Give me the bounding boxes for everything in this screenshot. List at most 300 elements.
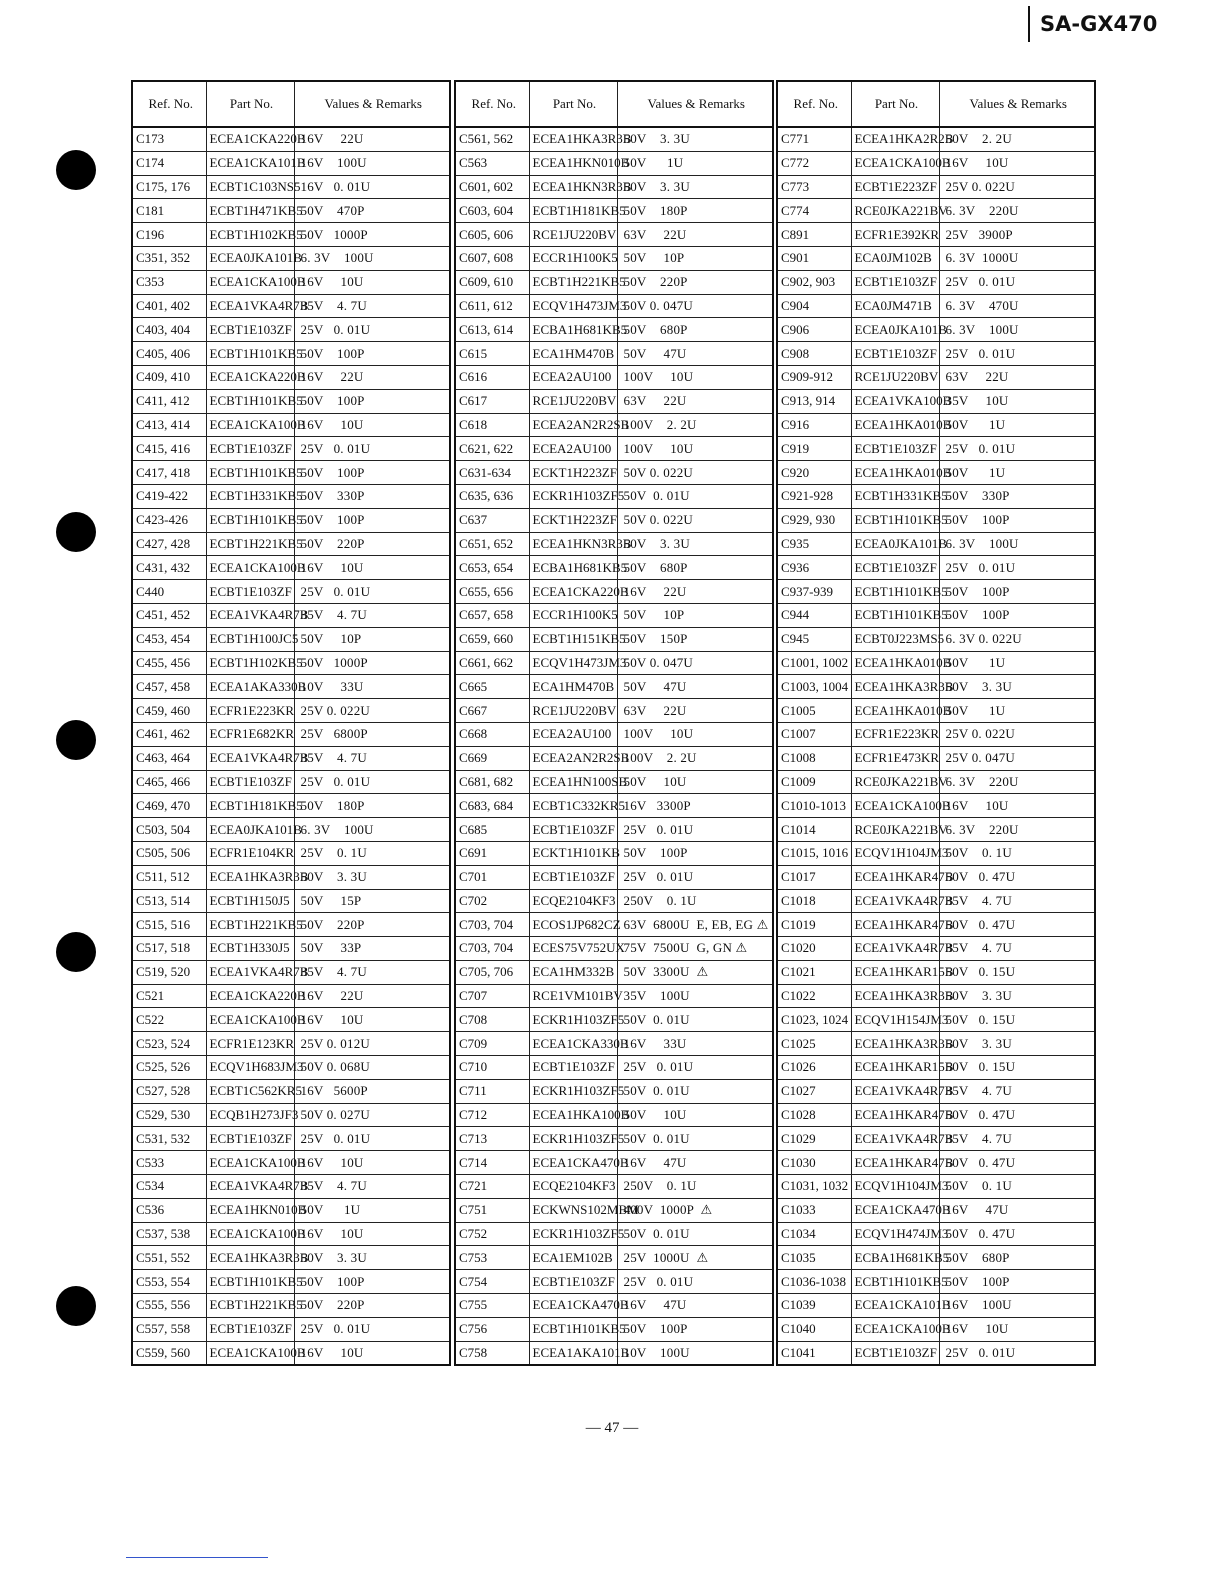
part-no: ECEA1HKAR15B [851,960,939,984]
table-row [777,151,1095,175]
ref-no: C707 [455,984,529,1008]
table-row [455,1056,773,1080]
values-remarks-header: Values & Remarks [294,81,450,127]
table-row [777,294,1095,318]
value-remark: 16V 22U [294,365,450,389]
ref-no: C712 [455,1103,529,1127]
value-remark: 50V 220P [294,532,450,556]
value-remark: 16V 10U [939,794,1095,818]
table-row [777,199,1095,223]
part-no: ECBT1H102KB5 [206,651,294,675]
table-row [455,1151,773,1175]
table-row [777,841,1095,865]
part-no: ECEA1CKA101B [851,1294,939,1318]
value-remark: 50V 0. 47U [939,1103,1095,1127]
value-remark: 50V 0. 01U [617,1008,773,1032]
value-remark: 50V 0. 01U [617,1079,773,1103]
part-no: ECEA1HKA2R2B [851,127,939,151]
value-remark: 25V 0. 01U [939,437,1095,461]
value-remark: 25V 0. 047U [939,746,1095,770]
value-remark: 50V 0. 15U [939,960,1095,984]
part-no: ECQV1H473JM3 [529,651,617,675]
ref-no: C353 [132,270,206,294]
table-row [455,127,773,151]
part-no: ECEA1CKA100B [851,151,939,175]
table-row [455,342,773,366]
ref-no: C929, 930 [777,508,851,532]
part-no: ECBT1E103ZF [529,1270,617,1294]
value-remark: 35V 4. 7U [939,1127,1095,1151]
value-remark: 50V 100P [294,461,450,485]
ref-no: C196 [132,223,206,247]
part-no: ECA0JM102B [851,246,939,270]
table-row [455,508,773,532]
table-row [132,1103,450,1127]
value-remark: 50V 47U [617,342,773,366]
part-no: ECEA1CKA330B [529,1032,617,1056]
ref-no: C419-422 [132,484,206,508]
part-no: ECQE2104KF3 [529,1175,617,1199]
value-remark: 50V 100P [939,603,1095,627]
value-remark: 100V 2. 2U [617,413,773,437]
table-row [455,770,773,794]
table-row [132,651,450,675]
ref-no: C937-939 [777,580,851,604]
ref-no: C904 [777,294,851,318]
value-remark: 50V 100P [939,1270,1095,1294]
part-no: ECFR1E104KR [206,841,294,865]
table-row [132,556,450,580]
ref-no: C533 [132,1151,206,1175]
ref-no: C1021 [777,960,851,984]
ref-no: C1019 [777,913,851,937]
value-remark: 16V 10U [294,1008,450,1032]
ref-no: C916 [777,413,851,437]
value-remark: 100V 10U [617,365,773,389]
table-row [777,865,1095,889]
part-no: ECFR1E223KR [206,699,294,723]
part-no: ECEA1HKN010B [206,1198,294,1222]
value-remark: 25V 0. 01U [294,1317,450,1341]
value-remark: 63V 6800U E, EB, EG ⚠ [617,913,773,937]
table-row [132,175,450,199]
part-no: ECEA1HKA010B [851,461,939,485]
table-row [777,1198,1095,1222]
ref-no-header: Ref. No. [777,81,851,127]
ref-no: C901 [777,246,851,270]
value-remark: 35V 4. 7U [939,1079,1095,1103]
table-row [777,342,1095,366]
ref-no: C944 [777,603,851,627]
table-row [455,294,773,318]
table-row [777,1317,1095,1341]
value-remark: 50V 1U [939,413,1095,437]
part-no: ECBT1H221KB5 [206,1294,294,1318]
table-row [132,461,450,485]
table-row [455,1246,773,1270]
ref-no: C411, 412 [132,389,206,413]
value-remark: 50V 100P [294,508,450,532]
value-remark: 50V 0. 022U [617,461,773,485]
table-row [777,556,1095,580]
ref-no: C465, 466 [132,770,206,794]
part-no: ECEA1CKA470B [529,1294,617,1318]
ref-no: C1030 [777,1151,851,1175]
ref-no: C1025 [777,1032,851,1056]
value-remark: 25V 0. 01U [294,1127,450,1151]
value-remark: 75V 7500U G, GN ⚠ [617,937,773,961]
value-remark: 16V 22U [294,984,450,1008]
part-no: ECBT1H101KB5 [851,580,939,604]
part-no: ECBT1E103ZF [529,818,617,842]
binder-hole [56,512,96,552]
part-no: ECEA1VKA4R7B [206,603,294,627]
part-no: ECQV1H474JM3 [851,1222,939,1246]
table-row [455,603,773,627]
table-row [132,508,450,532]
ref-no: C756 [455,1317,529,1341]
value-remark: 35V 4. 7U [294,294,450,318]
part-no: ECBT1H101KB5 [206,1270,294,1294]
value-remark: 35V 4. 7U [294,603,450,627]
part-no: RCE1VM101BV [529,984,617,1008]
part-no: ECEA1VKA4R7B [851,1127,939,1151]
table-row [777,675,1095,699]
table-row [777,699,1095,723]
part-no: ECEA1AKA330B [206,675,294,699]
value-remark: 35V 10U [939,389,1095,413]
table-row [777,1341,1095,1365]
ref-no: C667 [455,699,529,723]
table-row [777,1151,1095,1175]
part-no: ECBT1E103ZF [851,1341,939,1365]
table-row [455,937,773,961]
part-no: ECQB1H273JF3 [206,1103,294,1127]
ref-no: C653, 654 [455,556,529,580]
part-no: ECEA2AN2R2SB [529,413,617,437]
value-remark: 10V 33U [294,675,450,699]
ref-no: C1034 [777,1222,851,1246]
ref-no: C921-928 [777,484,851,508]
value-remark: 50V 2. 2U [939,127,1095,151]
value-remark: 6. 3V 1000U [939,246,1095,270]
ref-no: C415, 416 [132,437,206,461]
value-remark: 50V 0. 15U [939,1056,1095,1080]
part-no: ECEA1VKA4R7B [851,889,939,913]
value-remark: 50V 100P [939,508,1095,532]
table-row [777,1270,1095,1294]
value-remark: 100V 10U [617,437,773,461]
part-no: ECBT1E103ZF [529,1056,617,1080]
table-row [455,1127,773,1151]
value-remark: 25V 0. 01U [617,818,773,842]
ref-no: C536 [132,1198,206,1222]
part-no: ECBT1H100JC5 [206,627,294,651]
ref-no: C709 [455,1032,529,1056]
part-no: ECEA1HKN3R3B [529,532,617,556]
part-no: ECEA2AU100 [529,722,617,746]
part-no: ECA1EM102B [529,1246,617,1270]
value-remark: 50V 10P [617,603,773,627]
table-row [777,1103,1095,1127]
table-row [132,746,450,770]
value-remark: 25V 0. 012U [294,1032,450,1056]
ref-no: C773 [777,175,851,199]
ref-no: C1036-1038 [777,1270,851,1294]
ref-no: C683, 684 [455,794,529,818]
table-row [132,1270,450,1294]
part-no: ECEA1CKA100B [206,270,294,294]
ref-no: C685 [455,818,529,842]
ref-no: C469, 470 [132,794,206,818]
value-remark: 50V 1U [617,151,773,175]
value-remark: 35V 100U [617,984,773,1008]
table-row [455,437,773,461]
ref-no: C1014 [777,818,851,842]
ref-no: C455, 456 [132,651,206,675]
ref-no: C635, 636 [455,484,529,508]
ref-no: C601, 602 [455,175,529,199]
table-row [455,175,773,199]
value-remark: 16V 47U [939,1198,1095,1222]
value-remark: 25V 0. 022U [939,175,1095,199]
part-no: ECEA1HKN3R3B [529,175,617,199]
ref-no: C909-912 [777,365,851,389]
ref-no: C503, 504 [132,818,206,842]
value-remark: 50V 680P [617,318,773,342]
table-row [455,365,773,389]
table-row [777,1127,1095,1151]
part-no: ECEA1HKAR47B [851,913,939,937]
table-row [132,841,450,865]
part-no: ECFR1E392KR [851,223,939,247]
value-remark: 50V 100P [939,580,1095,604]
table-row [455,1103,773,1127]
part-no: ECEA1CKA100B [206,556,294,580]
table-row [132,1341,450,1365]
binder-hole [56,150,96,190]
table-row [132,794,450,818]
ref-no: C174 [132,151,206,175]
value-remark: 25V 3900P [939,223,1095,247]
value-remark: 16V 0. 01U [294,175,450,199]
part-no: ECFR1E473KR [851,746,939,770]
value-remark: 50V 3. 3U [294,1246,450,1270]
table-row [132,318,450,342]
part-no: ECEA1CKA220B [529,580,617,604]
part-no: ECBT1H102KB5 [206,223,294,247]
ref-no: C175, 176 [132,175,206,199]
table-row [132,818,450,842]
table-row [132,865,450,889]
part-no: ECBT1H330J5 [206,937,294,961]
ref-no: C753 [455,1246,529,1270]
value-remark: 25V 0. 01U [294,318,450,342]
ref-no: C1041 [777,1341,851,1365]
table-row [777,1294,1095,1318]
value-remark: 16V 100U [294,151,450,175]
value-remark: 10V 100U [617,1341,773,1365]
ref-no: C427, 428 [132,532,206,556]
ref-no: C513, 514 [132,889,206,913]
value-remark: 50V 3. 3U [939,675,1095,699]
ref-no: C711 [455,1079,529,1103]
table-row [777,818,1095,842]
part-no: ECKT1H223ZF [529,508,617,532]
ref-no: C1017 [777,865,851,889]
part-no: ECEA1CKA220B [206,127,294,151]
value-remark: 50V 470P [294,199,450,223]
ref-no: C651, 652 [455,532,529,556]
part-no: ECBT1H150J5 [206,889,294,913]
table-row [132,365,450,389]
value-remark: 16V 10U [294,413,450,437]
part-no: RCE1JU220BV [529,389,617,413]
table-row [455,1175,773,1199]
value-remark: 25V 0. 01U [939,270,1095,294]
table-row [132,1246,450,1270]
part-no: ECEA2AU100 [529,365,617,389]
ref-no: C615 [455,342,529,366]
value-remark: 50V 0. 1U [939,841,1095,865]
part-no: ECEA1VKA4R7B [206,960,294,984]
table-row [777,1246,1095,1270]
value-remark: 25V 1000U ⚠ [617,1246,773,1270]
ref-no: C772 [777,151,851,175]
table-row [777,627,1095,651]
value-remark: 6. 3V 220U [939,199,1095,223]
part-no: ECKT1H223ZF [529,461,617,485]
part-no: ECEA1VKA100B [851,389,939,413]
table-row [777,484,1095,508]
ref-no: C517, 518 [132,937,206,961]
table-row [455,484,773,508]
value-remark: 35V 4. 7U [294,960,450,984]
values-remarks-header: Values & Remarks [617,81,773,127]
value-remark: 50V 680P [617,556,773,580]
table-row [777,1222,1095,1246]
table-row [132,1032,450,1056]
ref-no: C617 [455,389,529,413]
ref-no: C1020 [777,937,851,961]
value-remark: 50V 0. 068U [294,1056,450,1080]
value-remark: 16V 47U [617,1294,773,1318]
value-remark: 50V 10U [617,1103,773,1127]
table-row [132,722,450,746]
ref-no: C758 [455,1341,529,1365]
part-no: ECFR1E123KR [206,1032,294,1056]
part-no: ECEA1HKA010B [851,651,939,675]
part-no: ECCR1H100K5 [529,246,617,270]
ref-no: C771 [777,127,851,151]
ref-no: C523, 524 [132,1032,206,1056]
ref-no: C655, 656 [455,580,529,604]
table-row [777,960,1095,984]
table-row [777,580,1095,604]
ref-no-header: Ref. No. [132,81,206,127]
ref-no: C891 [777,223,851,247]
part-no: ECBT1C103NS5 [206,175,294,199]
ref-no: C537, 538 [132,1222,206,1246]
part-no: ECEA1AKA101B [529,1341,617,1365]
value-remark: 25V 0. 01U [617,865,773,889]
table-row [777,365,1095,389]
ref-no: C181 [132,199,206,223]
part-no: ECEA2AU100 [529,437,617,461]
part-no: ECBT1C562KR5 [206,1079,294,1103]
ref-no: C936 [777,556,851,580]
ref-no: C521 [132,984,206,1008]
value-remark: 50V 1000P [294,651,450,675]
table-row [777,246,1095,270]
model-number: SA-GX470 [1028,6,1224,42]
part-no: ECEA1HKA3R3B [851,675,939,699]
value-remark: 50V 1U [939,651,1095,675]
ref-no: C453, 454 [132,627,206,651]
footer-rule [126,1557,268,1558]
table-row [455,1270,773,1294]
part-no: ECBT1E103ZF [851,437,939,461]
part-no: ECBT1E103ZF [206,437,294,461]
ref-no: C1028 [777,1103,851,1127]
value-remark: 63V 22U [617,389,773,413]
table-row [455,960,773,984]
part-no: ECEA1HKAR15B [851,1056,939,1080]
part-no: ECBT1H181KB5 [206,794,294,818]
ref-no: C525, 526 [132,1056,206,1080]
value-remark: 50V 0. 01U [617,1222,773,1246]
ref-no: C351, 352 [132,246,206,270]
value-remark: 16V 33U [617,1032,773,1056]
value-remark: 6. 3V 100U [939,532,1095,556]
ref-no: C1015, 1016 [777,841,851,865]
binder-hole [56,720,96,760]
ref-no: C657, 658 [455,603,529,627]
value-remark: 16V 47U [617,1151,773,1175]
part-no: ECES75V752UX [529,937,617,961]
parts-table-2 [454,80,774,1366]
ref-no: C522 [132,1008,206,1032]
value-remark: 16V 22U [617,580,773,604]
ref-no: C752 [455,1222,529,1246]
table-row [132,151,450,175]
part-no: RCE0JKA221BV [851,770,939,794]
value-remark: 25V 0. 01U [294,437,450,461]
ref-no: C405, 406 [132,342,206,366]
table-row [132,984,450,1008]
part-no: ECEA1CKA100B [206,413,294,437]
table-row [777,437,1095,461]
part-no: ECEA1CKA100B [851,794,939,818]
ref-no: C555, 556 [132,1294,206,1318]
part-no: ECEA1CKA470B [529,1151,617,1175]
part-no: ECBT1H221KB5 [529,270,617,294]
value-remark: 6. 3V 220U [939,818,1095,842]
ref-no: C529, 530 [132,1103,206,1127]
part-no: RCE1JU220BV [529,223,617,247]
part-no: ECEA0JKA101B [206,246,294,270]
part-no: ECBT1H101KB5 [851,1270,939,1294]
table-row [455,746,773,770]
part-no-header: Part No. [529,81,617,127]
ref-no: C1007 [777,722,851,746]
table-row [455,532,773,556]
value-remark: 50V 100P [294,1270,450,1294]
ref-no: C603, 604 [455,199,529,223]
ref-no: C553, 554 [132,1270,206,1294]
part-no: ECBT1H181KB5 [529,199,617,223]
table-row [132,1175,450,1199]
